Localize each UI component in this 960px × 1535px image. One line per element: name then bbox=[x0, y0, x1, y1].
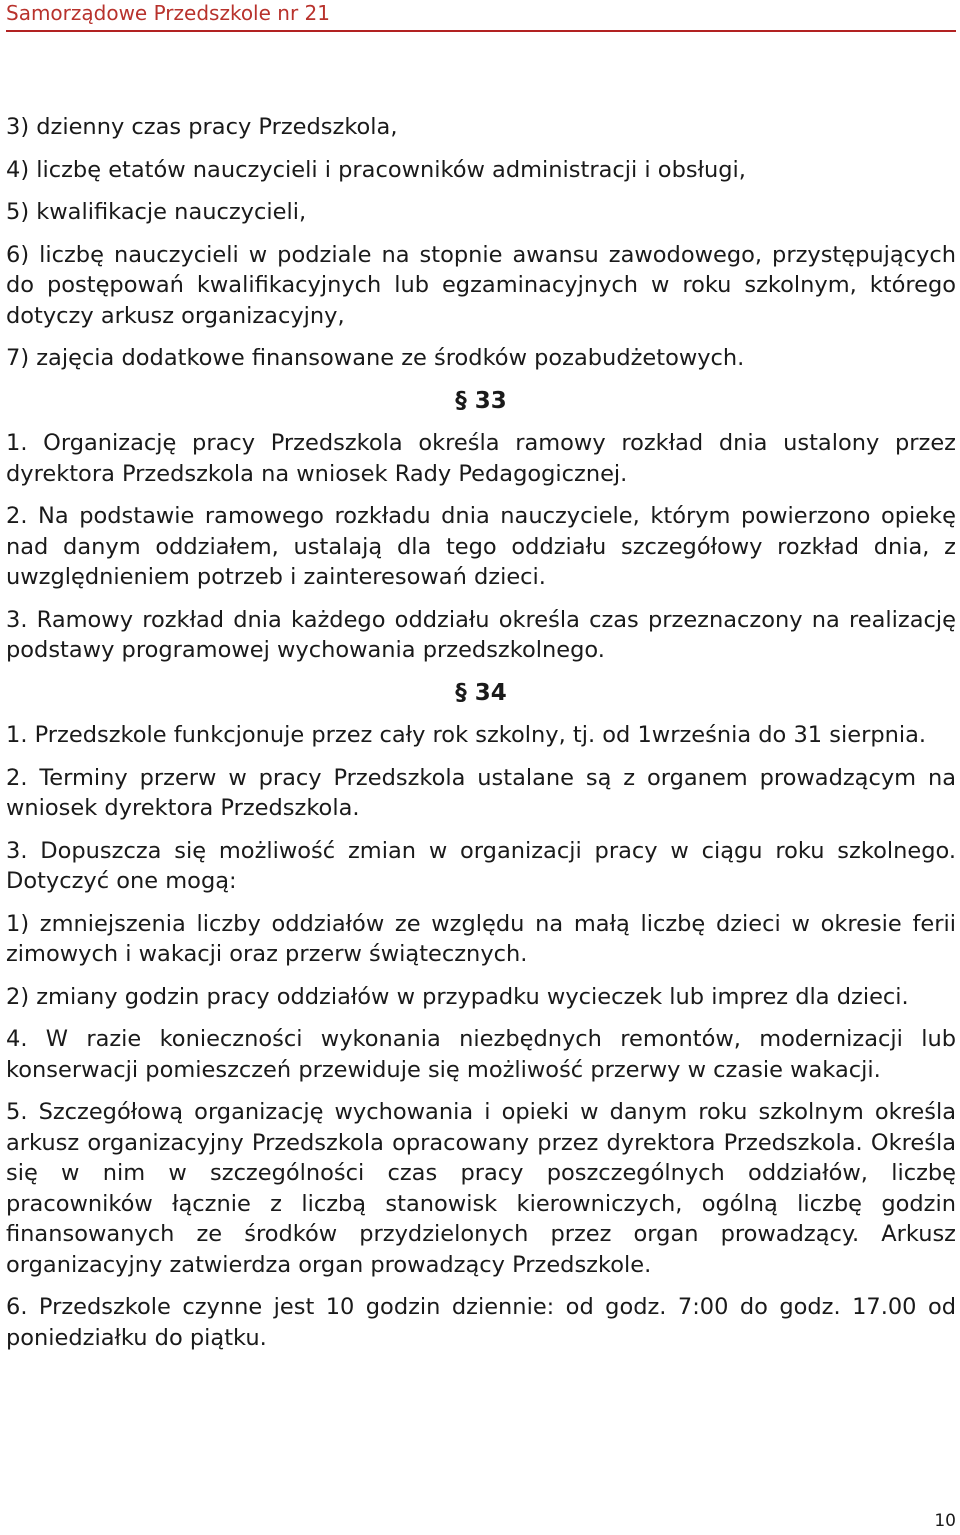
paragraph: 3. Dopuszcza się możliwość zmian w organizacji pracy w ciągu roku szkolnego. Dotyczyć one mogą: bbox=[6, 837, 956, 894]
paragraph: 3. Ramowy rozkład dnia każdego oddziału określa czas przeznaczony na realizację podstawy programowej wychowania przedszkolnego. bbox=[6, 606, 956, 663]
paragraph: 6. Przedszkole czynne jest 10 godzin dziennie: od godz. 7:00 do godz. 17.00 od poniedziałku do piątku. bbox=[6, 1294, 956, 1351]
list-item: 1) zmniejszenia liczby oddziałów ze względu na małą liczbę dzieci w okresie ferii zimowych i wakacji oraz przerw świątecznych. bbox=[6, 910, 956, 967]
paragraph: 1. Przedszkole funkcjonuje przez cały rok szkolny, tj. od 1września do 31 sierpnia. bbox=[6, 722, 927, 748]
page-header bbox=[6, 0, 956, 32]
list-item: 3) dzienny czas pracy Przedszkola, bbox=[6, 114, 398, 140]
section-heading: § 33 bbox=[455, 387, 507, 414]
page-number: 10 bbox=[934, 1511, 956, 1531]
list-item: 2) zmiany godzin pracy oddziałów w przypadku wycieczek lub imprez dla dzieci. bbox=[6, 983, 909, 1010]
list-item: 6) liczbę nauczycieli w podziale na stopnie awansu zawodowego, przystępujących do postępowań kwalifikacyjnych lub egzaminacyjnych w roku szkolnym, którego dotyczy arkusz organizacyjny, bbox=[6, 241, 956, 329]
document-body bbox=[6, 112, 956, 1353]
paragraph: 2. Na podstawie ramowego rozkładu dnia nauczyciele, którym powierzono opiekę nad danym oddziałem, ustalają dla tego oddziału szczegółowy rozkład dnia, z uwzględnieniem potrzeb i zainteresowań dzieci. bbox=[6, 503, 956, 590]
section-heading: § 34 bbox=[455, 679, 507, 706]
paragraph: 5. Szczegółową organizację wychowania i opieki w danym roku szkolnym określa arkusz organizacyjny Przedszkola opracowany przez dyrektora Przedszkola. Określa się w nim w szczególności czas pracy poszczególnych oddziałów, liczbę pracowników łącznie z liczbą stanowisk kierowniczych, ogólną liczbę godzin finansowanych ze środków przydzielonych przez organ prowadzący. Arkusz organizacyjny zatwierdza organ prowadzący Przedszkole. bbox=[6, 1099, 956, 1278]
paragraph: 1. Organizację pracy Przedszkola określa ramowy rozkład dnia ustalony przez dyrektora Przedszkola na wniosek Rady Pedagogicznej. bbox=[6, 430, 956, 487]
list-item: 4) liczbę etatów nauczycieli i pracowników administracji i obsługi, bbox=[6, 156, 746, 183]
paragraph: 4. W razie konieczności wykonania niezbędnych remontów, modernizacji lub konserwacji pomieszczeń przewiduje się możliwość przerwy w czasie wakacji. bbox=[6, 1026, 956, 1083]
paragraph: 2. Terminy przerw w pracy Przedszkola ustalane są z organem prowadzącym na wniosek dyrektora Przedszkola. bbox=[6, 764, 956, 821]
list-item: 7) zajęcia dodatkowe finansowane ze środków pozabudżetowych. bbox=[6, 345, 745, 371]
header-title: Samorządowe Przedszkole nr 21 bbox=[6, 1, 330, 25]
list-item: 5) kwalifikacje nauczycieli, bbox=[6, 199, 307, 225]
